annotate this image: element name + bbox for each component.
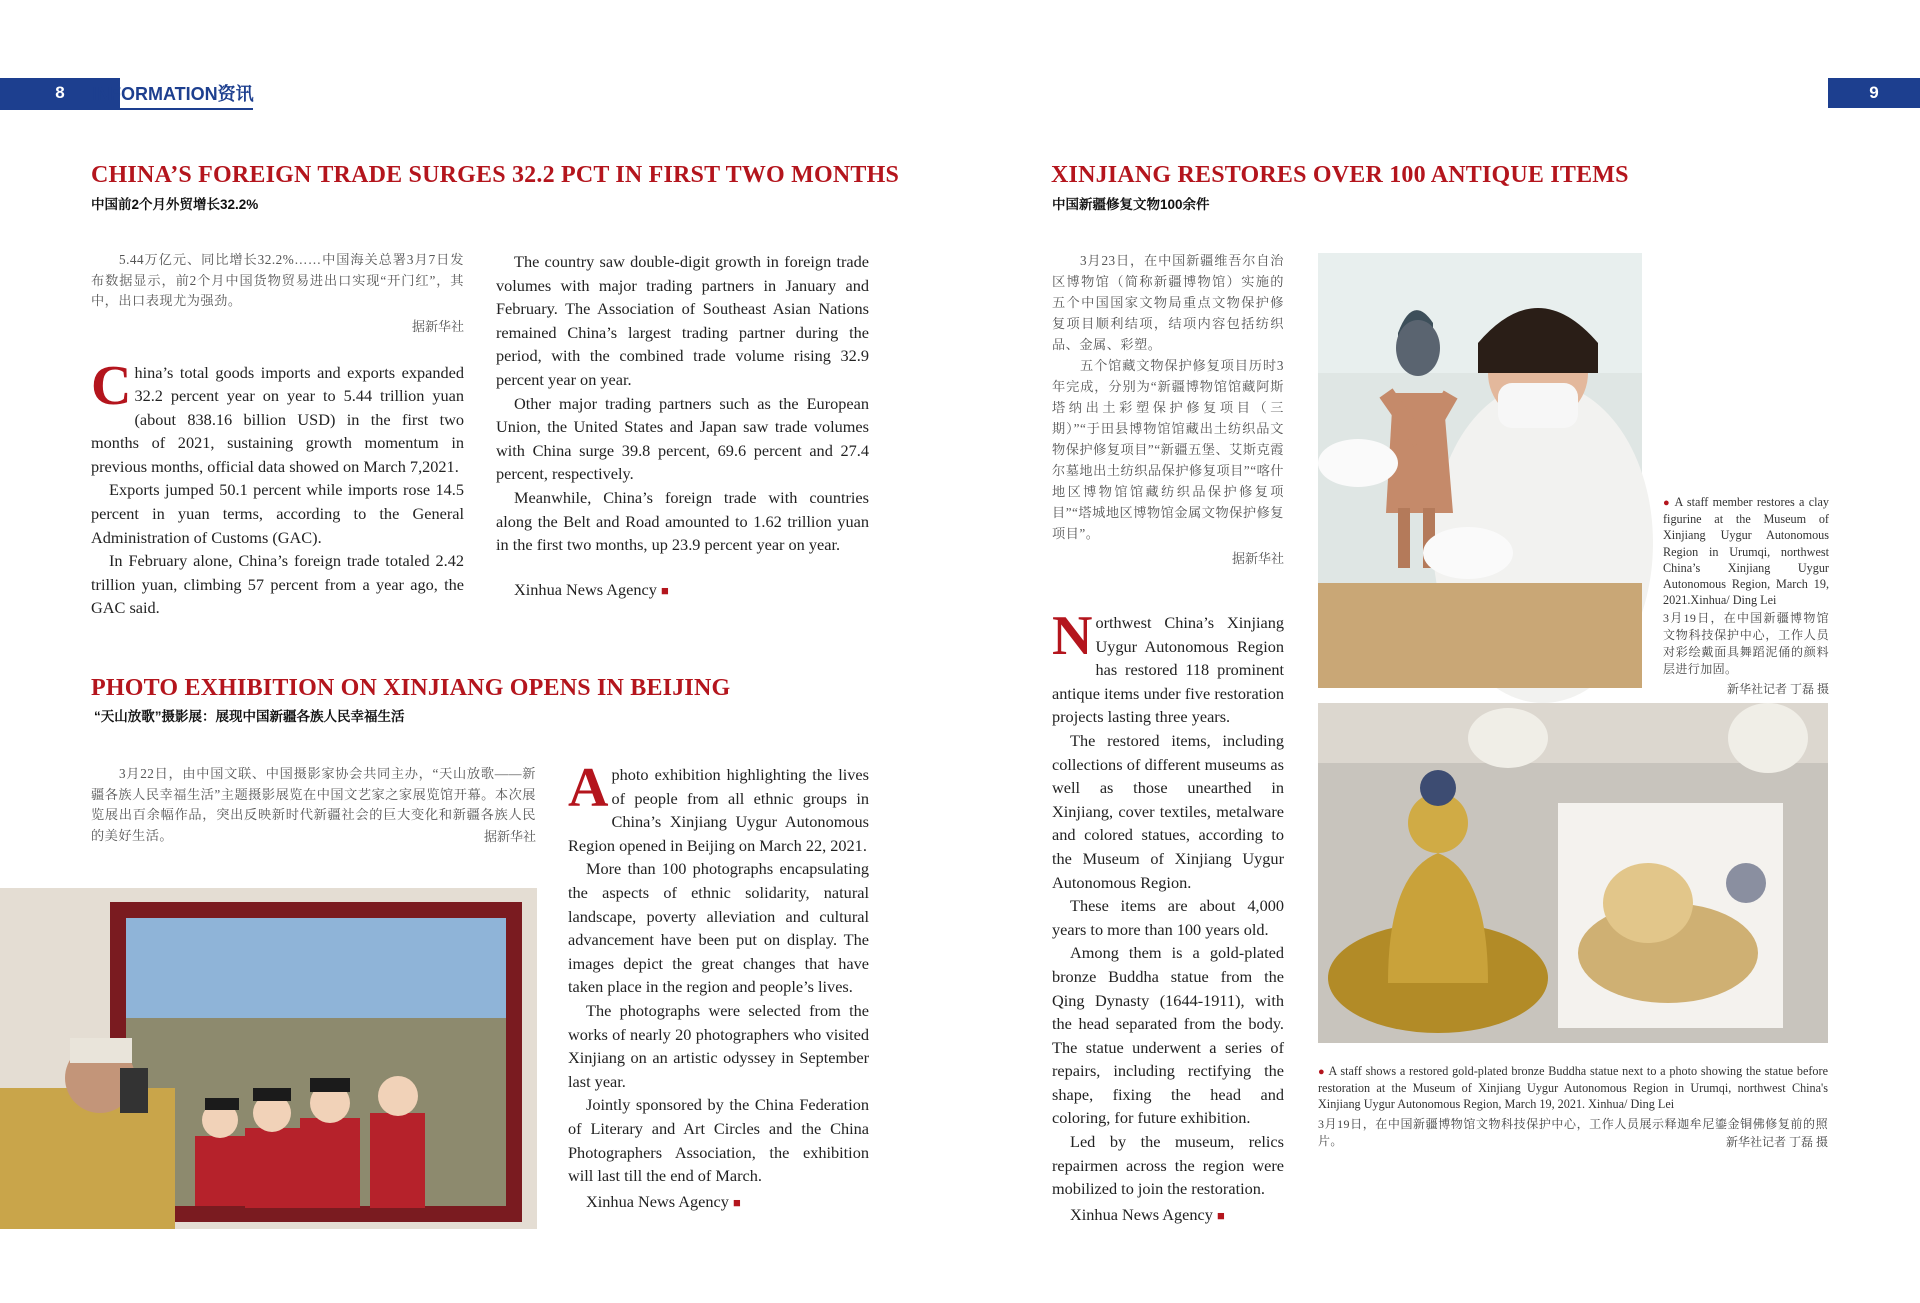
article2-column bbox=[568, 757, 869, 1214]
buddha-statue-photo bbox=[1318, 703, 1828, 1043]
article3-source: 据新华社 bbox=[1231, 551, 1284, 566]
exhibition-photo-illustration bbox=[0, 888, 537, 1229]
caption2-credit: 新华社记者 丁磊 摄 bbox=[1725, 1134, 1828, 1149]
article1-credit: Xinhua News Agency bbox=[514, 580, 657, 599]
article3-intro-cn-2: 五个馆藏文物保护修复项目历时3年完成，分别为“新疆博物馆馆藏阿斯塔纳出土彩塑保护修复项目（三期）”“于田县博物馆馆藏出土纺织品文物保护修复项目”“新疆五堡、艾斯克霞尔墓地出土纺织品保护修复项目”“喀什地区博物馆馆藏纺织品保护修复项目”“塔城地区博物馆金属文物保护修复项目”。 bbox=[1052, 358, 1284, 541]
article2-paragraph-3: The photographs were selected from the works of nearly 20 photographers who visited Xinjiang on an artistic odyssey in September last year. bbox=[568, 1000, 869, 1091]
figurine-caption bbox=[1663, 494, 1829, 697]
article1-body-left bbox=[91, 354, 464, 621]
article2-paragraph-4: Jointly sponsored by the China Federation of Literary and Art Circles and the China Photographers Association, the exhibition will last till the end of March. bbox=[568, 1095, 869, 1186]
article3-title: XINJIANG RESTORES OVER 100 ANTIQUE ITEMS bbox=[1051, 162, 1629, 188]
article3-intro-cn-1: 3月23日，在中国新疆维吾尔自治区博物馆（简称新疆博物馆）实施的五个中国国家文物局重点文物保护修复项目顺利结项，结项内容包括纺织品、金属、彩塑。 bbox=[1052, 253, 1284, 352]
article3-paragraph-4: Among them is a gold-plated bronze Buddha statue from the Qing Dynasty (1644-1911), with the head separated from the body. The statue underwent a series of repairs, including rectifying the shape, fixing the head and coloring, for future exhibition. bbox=[1052, 943, 1284, 1128]
article2-paragraph-2: More than 100 photographs encapsulating the aspects of ethnic solidarity, natural landscape, poverty alleviation and cultural advancement have been put on display. The images depict the great changes that have taken place in the region and people’s lives. bbox=[568, 859, 869, 997]
article3-credit: Xinhua News Agency bbox=[1070, 1204, 1213, 1224]
article2-subtitle: “天山放歌”摄影展：展现中国新疆各族人民幸福生活 bbox=[94, 709, 405, 724]
article3-paragraph-1: orthwest China’s Xinjiang Uygur Autonomous Region has restored 118 prominent antique items under five restoration projects lasting three years. bbox=[1052, 613, 1284, 727]
article1-paragraph-2: Exports jumped 50.1 percent while imports rose 14.5 percent in yuan terms, according to the General Administration of Customs (GAC). bbox=[91, 480, 464, 547]
article1-paragraph-5: Other major trading partners such as the European Union, the United States and Japan saw trade volumes with China surge 39.8 percent, 69.6 percent and 27.4 percent, respectively. bbox=[496, 393, 869, 484]
article2-credit: Xinhua News Agency bbox=[586, 1191, 729, 1211]
figurine-photo-illustration bbox=[1318, 253, 1642, 688]
article1-intro-cn: 5.44万亿元、同比增长32.2%……中国海关总署3月7日发布数据显示，前2个月中国货物贸易进出口实现“开门红”，其中，出口表现尤为强劲。 bbox=[91, 252, 464, 308]
article3-column bbox=[1052, 605, 1284, 1227]
article1-title: CHINA’S FOREIGN TRADE SURGES 32.2 PCT IN FIRST TWO MONTHS bbox=[91, 162, 899, 188]
article1-credit-line bbox=[514, 578, 874, 603]
caption1-en: A staff member restores a clay figurine at the Museum of Xinjiang Uygur Autonomous Region in Urumqi, northwest China’s Xinjiang Uygur Autonomous Region, March 19, 2021.Xinhua/ Ding Lei bbox=[1663, 495, 1829, 608]
buddha-caption bbox=[1318, 1063, 1828, 1150]
article1-dropcap: C bbox=[91, 354, 132, 417]
figurine-restoration-photo bbox=[1318, 253, 1642, 688]
camera-bullet-icon: ● bbox=[1663, 497, 1671, 509]
article2-paragraph-1: photo exhibition highlighting the lives of people from all ethnic groups in China’s Xinjiang Uygur Autonomous Region opened in Beijing on March 22, 2021. bbox=[568, 765, 869, 855]
header-rule bbox=[0, 108, 253, 110]
section-label: INFORMATION资讯 bbox=[92, 84, 254, 104]
buddha-photo-illustration bbox=[1318, 703, 1828, 1043]
article3-paragraph-3: These items are about 4,000 years to more than 100 years old. bbox=[1052, 896, 1284, 939]
caption1-credit: 新华社记者 丁磊 摄 bbox=[1726, 682, 1829, 697]
article2-source: 据新华社 bbox=[483, 829, 536, 844]
end-mark-icon: ■ bbox=[1216, 1207, 1225, 1223]
article1-subtitle: 中国前2个月外贸增长32.2% bbox=[91, 197, 259, 212]
article3-paragraph-2: The restored items, including collections of different museums as well as those unearthed in Xinjiang, cover textiles, metalware and colored statues, according to the Museum of Xinjiang Uygur Autonomous Region. bbox=[1052, 730, 1284, 892]
article1-paragraph-3: In February alone, China’s foreign trade totaled 2.42 trillion yuan, climbing 57 percent from a year ago, the GAC said. bbox=[91, 551, 464, 618]
article1-right-column bbox=[496, 250, 869, 555]
article1-paragraph-4: The country saw double-digit growth in foreign trade volumes with major trading partners in January and February. The Association of Southeast Asian Nations remained China’s largest trading partner during the period, with the combined trade volume rising 32.9 percent year on year. bbox=[496, 252, 869, 389]
article2-dropcap: A bbox=[568, 757, 609, 819]
article3-intro-block bbox=[1052, 250, 1284, 567]
left-page-number: 8 bbox=[0, 78, 120, 108]
article2-intro-block bbox=[91, 764, 536, 845]
caption2-en: A staff shows a restored gold-plated bronze Buddha statue next to a photo showing the statue before restoration at the Museum of Xinjiang Uygur Autonomous Region in Urumqi, northwest China's Xinjiang Uygur Autonomous Region, March 19, 2021. Xinhua/ Ding Lei bbox=[1318, 1064, 1828, 1112]
end-mark-icon: ■ bbox=[660, 583, 669, 598]
camera-bullet-icon: ● bbox=[1318, 1066, 1326, 1078]
article1-paragraph-6: Meanwhile, China’s foreign trade with countries along the Belt and Road amounted to 1.62 trillion yuan in the first two months, up 23.9 percent year on year. bbox=[496, 487, 869, 555]
article1-paragraph-1: hina’s total goods imports and exports expanded 32.2 percent year on year to 5.44 trillion yuan (about 838.16 billion USD) in the first two months of 2021, sustaining growth momentum in previous months, official data showed on March 7,2021. bbox=[91, 362, 464, 476]
exhibition-photo bbox=[0, 888, 537, 1229]
right-page-number: 9 bbox=[1828, 78, 1920, 108]
article3-subtitle: 中国新疆修复文物100余件 bbox=[1052, 197, 1210, 212]
article3-dropcap: N bbox=[1052, 605, 1093, 667]
article1-source: 据新华社 bbox=[411, 318, 464, 334]
article2-intro-cn: 3月22日，由中国文联、中国摄影家协会共同主办，“天山放歌——新疆各族人民幸福生活”主题摄影展览在中国文艺家之家展览馆开幕。本次展览展出百余幅作品，突出反映新时代新疆社会的巨大变化和新疆各族人民的美好生活。 bbox=[91, 766, 536, 843]
caption2-cn: 3月19日，在中国新疆博物馆文物科技保护中心，工作人员展示释迦牟尼鎏金铜佛修复前的照片。 bbox=[1318, 1116, 1828, 1148]
article1-left-column bbox=[91, 250, 464, 620]
end-mark-icon: ■ bbox=[732, 1194, 741, 1210]
article2-title: PHOTO EXHIBITION ON XINJIANG OPENS IN BEIJING bbox=[91, 675, 731, 701]
caption1-cn: 3月19日，在中国新疆博物馆文物科技保护中心，工作人员对彩绘戴面具舞蹈泥俑的颜料层进行加固。 bbox=[1663, 611, 1829, 677]
article3-paragraph-5: Led by the museum, relics repairmen across the region were mobilized to join the restoration. bbox=[1052, 1132, 1284, 1199]
